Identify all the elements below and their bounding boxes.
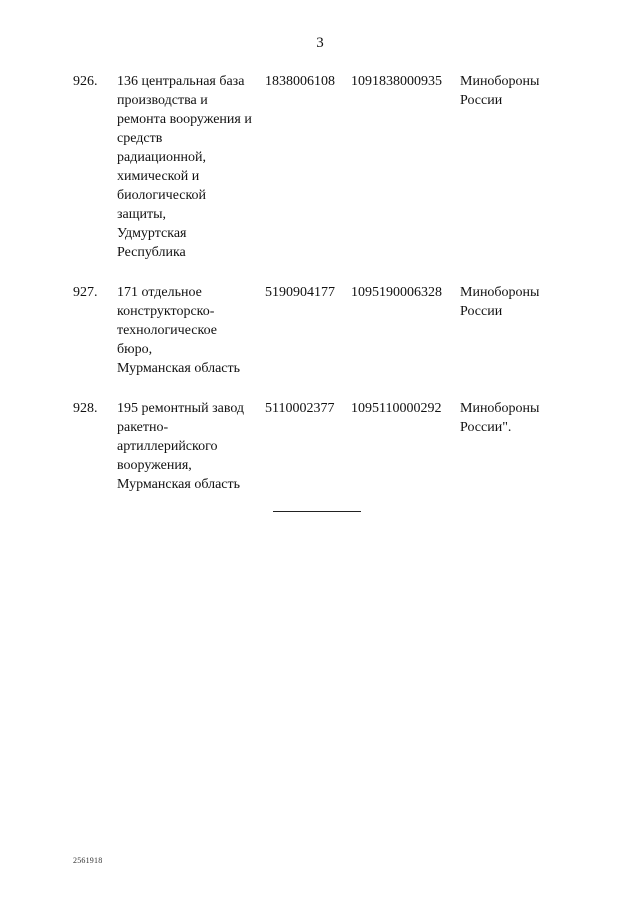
entity-name-line: защиты, <box>117 207 167 222</box>
ministry-line: Минобороны <box>460 401 540 416</box>
entity-name-line: 136 центральная база <box>117 74 245 89</box>
ministry-line: России <box>460 93 503 108</box>
entity-name-line: артиллерийского <box>117 439 218 454</box>
entity-name-line: химической и <box>117 169 200 184</box>
entity-name <box>117 283 262 378</box>
row-number: 927. <box>73 285 98 300</box>
entity-name-line: конструкторско- <box>117 304 215 319</box>
entity-table <box>0 72 640 494</box>
entity-name-line: ракетно- <box>117 420 169 435</box>
ogrn-value: 1095110000292 <box>351 401 442 416</box>
entity-name-line: биологической <box>117 188 207 203</box>
ministry-line: России". <box>460 420 512 435</box>
table-row-926 <box>0 72 640 262</box>
inn-value: 1838006108 <box>265 74 335 89</box>
entity-name-line: производства и <box>117 93 208 108</box>
entity-name-line: Удмуртская <box>117 226 187 241</box>
ogrn-value: 1095190006328 <box>351 285 442 300</box>
document-code: 2561918 <box>73 856 103 865</box>
inn-value: 5110002377 <box>265 401 335 416</box>
page-number: 3 <box>316 35 324 51</box>
table-row-927 <box>0 283 640 378</box>
entity-name-line: Мурманская область <box>117 477 241 492</box>
ministry-name <box>460 283 570 321</box>
entity-name-line: Мурманская область <box>117 361 241 376</box>
entity-name-line: радиационной, <box>117 150 207 165</box>
entity-name-line: вооружения, <box>117 458 192 473</box>
ministry-name <box>460 72 570 110</box>
ministry-line: Минобороны <box>460 285 540 300</box>
ministry-name <box>460 399 570 437</box>
inn-value: 5190904177 <box>265 285 335 300</box>
entity-name-line: технологическое <box>117 323 217 338</box>
table-row-928 <box>0 399 640 494</box>
row-number: 926. <box>73 74 98 89</box>
ministry-line: Минобороны <box>460 74 540 89</box>
entity-name-line: 171 отдельное <box>117 285 202 300</box>
entity-name <box>117 399 262 494</box>
entity-name-line: Республика <box>117 245 186 260</box>
entity-name-line: бюро, <box>117 342 153 357</box>
end-divider <box>273 511 361 512</box>
entity-name-line: 195 ремонтный завод <box>117 401 245 416</box>
entity-name-line: ремонта вооружения и <box>117 112 252 127</box>
ogrn-value: 1091838000935 <box>351 74 442 89</box>
row-number: 928. <box>73 401 98 416</box>
ministry-line: России <box>460 304 503 319</box>
entity-name-line: средств <box>117 131 163 146</box>
entity-name <box>117 72 262 262</box>
